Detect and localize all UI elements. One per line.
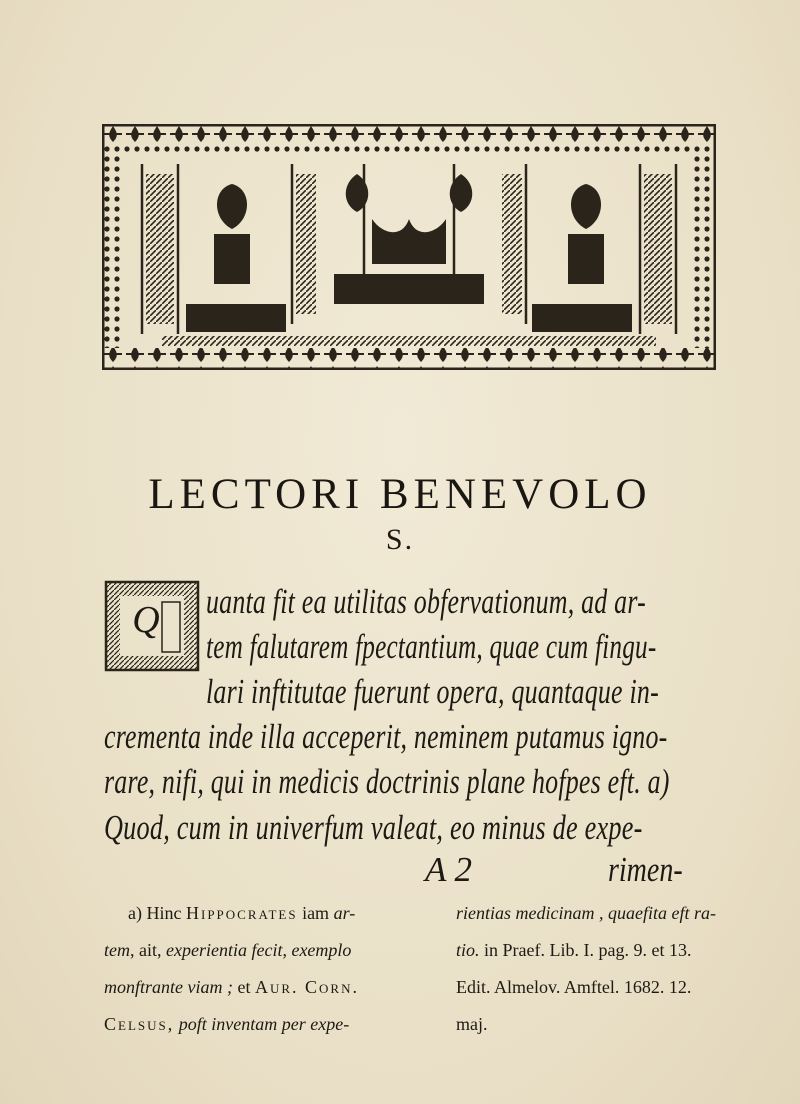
body-line-2: tem falutarem fpectantium, quae cum fingu- xyxy=(206,627,657,666)
body-line-3: lari inftitutae fuerunt opera, quantaque in- xyxy=(206,672,659,711)
footnote-right-line-3: Edit. Almelov. Amftel. 1682. 12. xyxy=(456,977,692,997)
signature-mark: A 2 xyxy=(425,850,472,889)
initial-letter: Q xyxy=(132,599,160,641)
author-name: Hippocrates xyxy=(185,903,298,923)
author-name: Celsus, xyxy=(104,1014,175,1034)
ornamental-headpiece-icon xyxy=(102,124,716,370)
footnote-left-line-1: a) Hinc Hippocrates iam ar- xyxy=(128,903,356,923)
footnote-left-line-4: Celsus, poft inventam per expe- xyxy=(104,1014,350,1034)
footnote-left-line-3: monftrante viam ; et Aur. Corn. xyxy=(104,977,359,997)
footnote-right-line-2: tio. in Praef. Lib. I. pag. 9. et 13. xyxy=(456,940,692,960)
footnote-left-line-2: tem, ait, experientia fecit, exemplo xyxy=(104,940,352,960)
page-title: LECTORI BENEVOLO xyxy=(148,471,652,518)
footnote-right-line-1: rientias medicinam , quaefita eft ra- xyxy=(456,903,716,923)
salutation: S. xyxy=(385,523,415,556)
footnote-right-line-4: maj. xyxy=(456,1014,488,1034)
author-name: Aur. Corn. xyxy=(254,977,359,997)
body-line-6: Quod, cum in univerfum valeat, eo minus de expe- xyxy=(104,808,643,847)
catchword: rimen- xyxy=(608,850,683,889)
body-line-1: uanta fit ea utilitas obfervationum, ad ar- xyxy=(206,582,646,621)
body-line-4: crementa inde illa acceperit, neminem putamus igno- xyxy=(104,717,668,756)
body-line-5: rare, nifi, qui in medicis doctrinis plane hofpes eft. a) xyxy=(104,762,670,801)
